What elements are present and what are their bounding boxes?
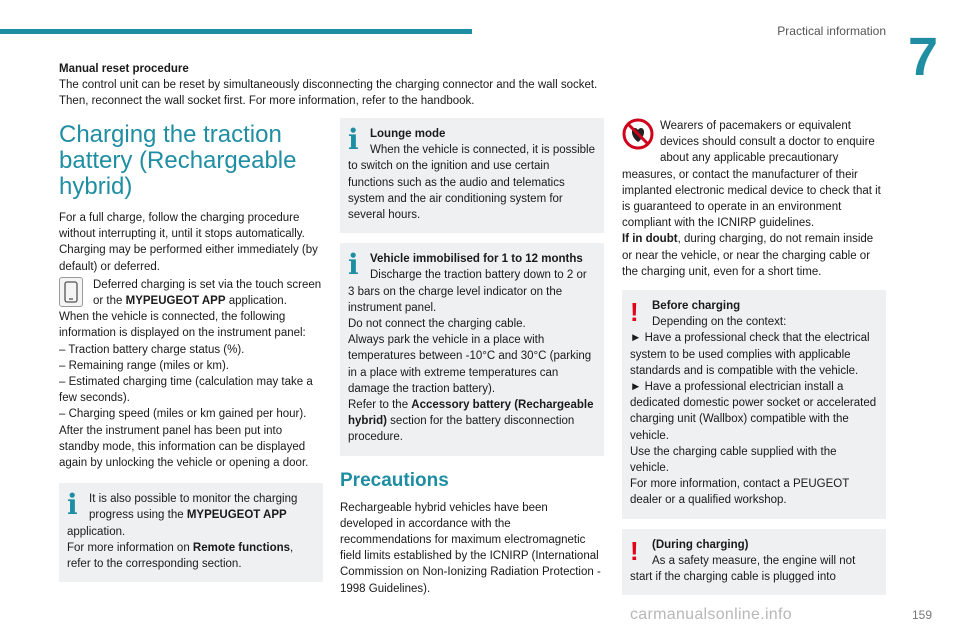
app-monitor-info-box: i It is also possible to monitor the charging progress using the MYPEUGEOT APP application. For more information on Remote functions, refer to the corresponding section. [59,483,323,582]
charging-title: Charging the traction battery (Rechargeable hybrid) [59,121,297,200]
precautions-title: Precautions [340,469,449,491]
deferred-text-end: application. [225,295,287,308]
chapter-number: 7 [907,27,938,87]
precautions-text: Rechargeable hybrid vehicles have been developed in accordance with the recommendations for maximum electromagnetic field limits established by the ICNIRP (International Commission on Non-Ionizing Radiation Protection - 1998 Guidelines). [340,501,601,595]
immobilised-box: i Vehicle immobilised for 1 to 12 months Discharge the traction battery down to 2 or 3 bars on the charge level indicator on the instrument panel. Do not connect the charging cable. Always park the vehicle in a place with temperatures between -10°C and 30°C (parking in a place with extreme temperatures can damage the traction battery). Refer to the Accessory battery (Rechargeable hybrid) section for the battery disconnection procedure. [340,243,604,455]
reset-line-2: Then, reconnect the wall socket first. For more information, refer to the handbook. [59,95,475,107]
info-icon: i [67,488,78,522]
reset-line-1: The control unit can be reset by simultaneously disconnecting the charging connector and the wall socket. [59,79,598,91]
header-accent-bar [0,29,472,34]
info-icon: i [348,123,359,156]
deferred-charging-paragraph [59,277,323,309]
deferred-app-name: MYPEUGEOT APP [125,295,226,308]
lounge-title: Lounge mode [370,128,446,140]
doubt-label: If in doubt [622,233,678,246]
warning-icon: ! [630,297,639,328]
before-charging-box: ! Before charging Depending on the context: ► Have a professional check that the electrical system to be used complies with applicable standards and is compatible with the vehicle. ► Have a professional electrician install a dedicated domestic power socket or accelerated charging unit (Wallbox) compatible with the vehicle. Use the charging cable supplied with the vehicle. For more information, contact a PEUGEOT dealer or a qualified workshop. [622,290,886,519]
standby-paragraph: After the instrument panel has been put into standby mode, this information can be displayed again by unlocking the vehicle or opening a door. [59,424,309,470]
smartphone-icon [59,277,89,307]
list-item: – Charging speed (miles or km gained per hour). [59,408,307,421]
reset-heading: Manual reset procedure [59,63,189,75]
before-title: Before charging [652,300,741,313]
watermark: carmanualsonline.info [630,606,792,623]
during-charging-box: ! (During charging) As a safety measure, the engine will not start if the charging cable is plugged into [622,529,886,596]
section-title: Practical information [777,24,886,38]
column-3: Wearers of pacemakers or equivalent devices should consult a doctor to enquire about any applicable precautionary measures, or contact the manufacturer of their implanted electronic medical device to check that it is guaranteed to operate in an environment compliant with the ICNIRP guidelines. If in doubt, during charging, do not remain inside or near the vehicle, or near the charging cable or the charging unit, even for a short time. ! Before charging Depending on the context: ► Have a professional check that the electrical system to be used complies with applicable standards and is compatible with the vehicle. ► Have a professional electrician install a dedicated domestic power socket or accelerated charging unit (Wallbox) compatible with the vehicle. Use the charging cable supplied with the vehicle. For more information, contact a PEUGEOT dealer or a qualified workshop. ! (During charging) As a safety measure, the engine will not start if the charging cable is plugged into [622,118,886,595]
deferred-text: Deferred charging is set via the touch screen or the [93,278,322,308]
immobilised-title: Vehicle immobilised for 1 to 12 months [370,253,583,266]
page-number: 159 [911,608,932,622]
column-2 [340,118,604,597]
list-item: – Traction battery charge status (%). [59,343,245,356]
info-icon: i [348,248,359,282]
column-1 [59,118,323,582]
pacemaker-paragraph: Wearers of pacemakers or equivalent devices should consult a doctor to enquire about any applicable precautionary measures, or contact the manufacturer of their implanted electronic medical device to check that it is guaranteed to operate in an environment compliant with the ICNIRP guidelines. [622,120,881,230]
reset-procedure [59,61,879,109]
lounge-text: When the vehicle is connected, it is possible to switch on the ignition and use certain functions such as the audio and telematics system and the air conditioning system for several hours. [348,144,596,222]
warning-icon: ! [630,535,639,566]
no-pacemaker-icon [622,118,654,150]
instrument-info-intro: When the vehicle is connected, the following information is displayed on the instrument panel: [59,311,306,340]
list-item: – Estimated charging time (calculation may take a few seconds). [59,376,313,405]
during-title: (During charging) [652,538,749,551]
list-item: – Remaining range (miles or km). [59,359,230,372]
lounge-mode-box [340,118,604,233]
charging-intro: For a full charge, follow the charging procedure without interrupting it, until it stops automatically. Charging may be performed either immediately (by default) or deferred. [59,212,318,273]
